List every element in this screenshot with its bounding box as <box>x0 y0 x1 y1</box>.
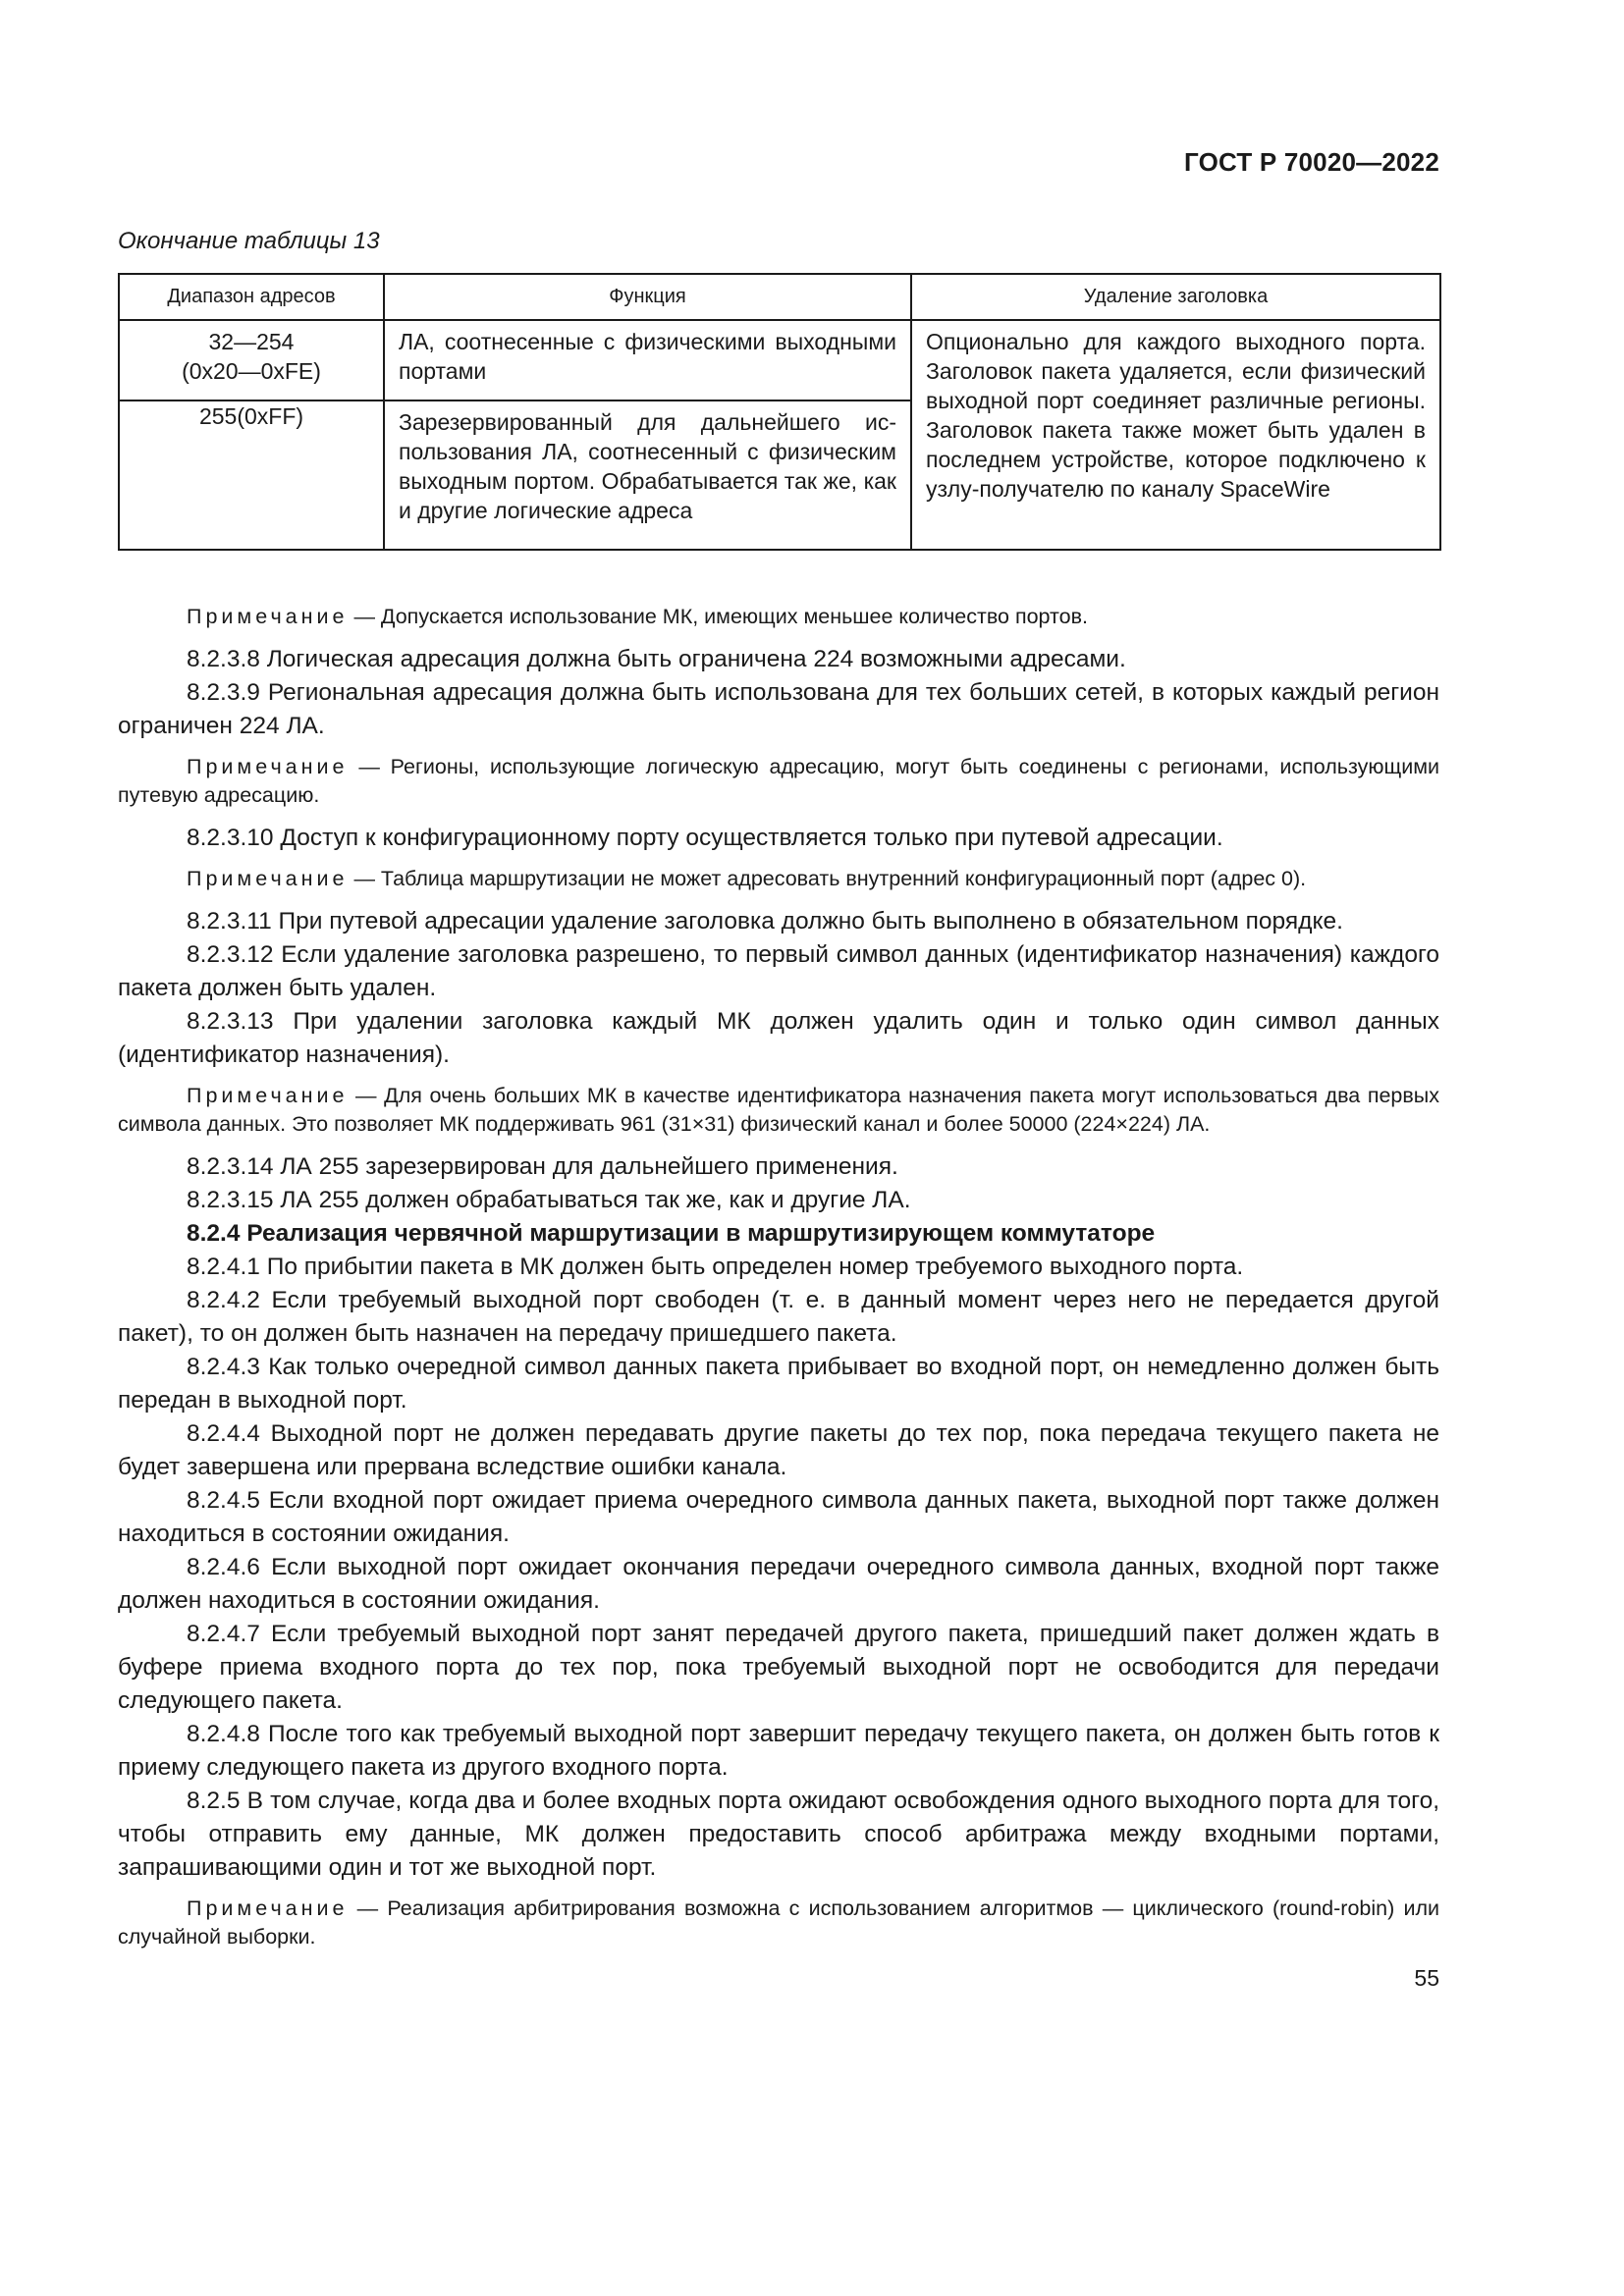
paragraph: 8.2.3.13 При удалении заголовка каждый МК должен удалить один и только один символ данных (идентификатор назначения). <box>118 1008 1439 1068</box>
note-label: Примечание <box>187 605 349 628</box>
paragraph: 8.2.4.7 Если требуемый выходной порт занят передачей другого пакета, пришедший пакет должен ждать в буфере приема входного порта до тех пор, пока требуемый выходной порт не освободится для передачи следующего пакета. <box>118 1621 1439 1714</box>
paragraph: 8.2.3.8 Логическая адресация должна быть ограничена 224 возможными адресами. <box>187 646 1126 672</box>
removal-cell: Опционально для каждого выходного порта. Заголовок пакета удаляется, если физический выходной порт соединяет различные регионы. Заголовок пакета также может быть удален в последнем устройстве, которое подключено к узлу-получателю по каналу SpaceWire <box>911 320 1440 550</box>
doc-header: ГОСТ Р 70020—2022 <box>1184 147 1439 177</box>
paragraph: 8.2.3.11 При путевой адресации удаление заголовка должно быть выполнено в обязательном порядке. <box>187 908 1343 934</box>
note: Примечание — Для очень больших МК в качестве идентификатора назначения пакета могут использоваться два первых символа данных. Это позволяет МК поддерживать 961 (31×31) физический канал и более 50000 (224×224) ЛА. <box>118 1084 1439 1136</box>
range-line: 32—254 <box>208 329 295 354</box>
paragraph: 8.2.4.2 Если требуемый выходной порт свободен (т. е. в данный момент через него не передается другой пакет), то он должен быть назначен на передачу пришедшего пакета. <box>118 1287 1439 1347</box>
paragraph: 8.2.5 В том случае, когда два и более входных порта ожидают освобождения одного выходного порта для того, чтобы отправить ему данные, МК должен предоставить способ арбитража между входными портами, запрашивающими один и тот же выходной порт. <box>118 1788 1439 1881</box>
table-caption: Окончание таблицы 13 <box>118 228 380 254</box>
note: Примечание — Регионы, использующие логическую адресацию, могут быть соединены с регионами, использующими путевую адресацию. <box>118 755 1439 807</box>
section-heading: 8.2.4 Реализация червячной маршрутизации в маршрутизирующем коммутаторе <box>187 1220 1156 1247</box>
col-header-function: Функция <box>384 274 911 320</box>
function-cell: ЛА, соотнесенные с физическими выходными портами <box>384 320 911 400</box>
paragraph: 8.2.4.6 Если выходной порт ожидает окончания передачи очередного символа данных, входной порт также должен находиться в состоянии ожидания. <box>118 1554 1439 1614</box>
page-number: 55 <box>1414 1965 1439 1991</box>
range-line: (0x20—0xFE) <box>182 358 321 384</box>
col-header-removal: Удаление заголовка <box>911 274 1440 320</box>
paragraph: 8.2.3.10 Доступ к конфигурационному порту осуществляется только при путевой адресации. <box>187 825 1223 851</box>
note-label: Примечание <box>187 755 349 778</box>
table-header-row <box>119 274 1440 320</box>
note-label: Примечание <box>187 1896 349 1920</box>
paragraph: 8.2.4.8 После того как требуемый выходной порт завершит передачу текущего пакета, он должен быть готов к приему следующего пакета из другого входного порта. <box>118 1721 1439 1781</box>
paragraph: 8.2.4.3 Как только очередной символ данных пакета прибывает во входной порт, он немедленно должен быть передан в выходной порт. <box>118 1354 1439 1414</box>
paragraph: 8.2.3.12 Если удаление заголовка разрешено, то первый символ данных (идентификатор назначения) каждого пакета должен быть удален. <box>118 941 1439 1001</box>
paragraph: 8.2.4.4 Выходной порт не должен передавать другие пакеты до тех пор, пока передача текущего пакета не будет завершена или прервана вследствие ошибки канала. <box>118 1420 1439 1480</box>
document-page <box>118 0 1439 2296</box>
paragraph: 8.2.3.9 Региональная адресация должна быть использована для тех больших сетей, в которых каждый регион ограничен 224 ЛА. <box>118 679 1439 739</box>
paragraph: 8.2.3.15 ЛА 255 должен обрабатываться так же, как и другие ЛА. <box>187 1187 911 1213</box>
range-cell: 255(0xFF) <box>119 400 384 550</box>
function-cell: Зарезервированный для дальнейшего использования ЛА, соотнесенный с физическим выходным портом. Обрабатывается так же, как и другие логические адреса <box>384 400 911 550</box>
paragraph: 8.2.4.5 Если входной порт ожидает приема очередного символа данных пакета, выходной порт также должен находиться в состоянии ожидания. <box>118 1487 1439 1547</box>
note: Примечание — Реализация арбитрирования возможна с использованием алгоритмов — циклического (round-robin) или случайной выборки. <box>118 1896 1440 1949</box>
range-cell <box>119 320 384 400</box>
paragraph: 8.2.4.1 По прибытии пакета в МК должен быть определен номер требуемого выходного порта. <box>187 1254 1244 1280</box>
address-table <box>118 273 1441 551</box>
paragraph: 8.2.3.14 ЛА 255 зарезервирован для дальнейшего применения. <box>187 1153 898 1180</box>
note-label: Примечание <box>187 1084 349 1107</box>
body-text <box>118 593 1439 1993</box>
table-row <box>119 320 1440 400</box>
col-header-range: Диапазон адресов <box>119 274 384 320</box>
note-label: Примечание <box>187 867 349 890</box>
note: Примечание — Таблица маршрутизации не может адресовать внутренний конфигурационный порт (адрес 0). <box>187 867 1307 890</box>
note: Примечание — Допускается использование МК, имеющих меньшее количество портов. <box>187 605 1089 628</box>
